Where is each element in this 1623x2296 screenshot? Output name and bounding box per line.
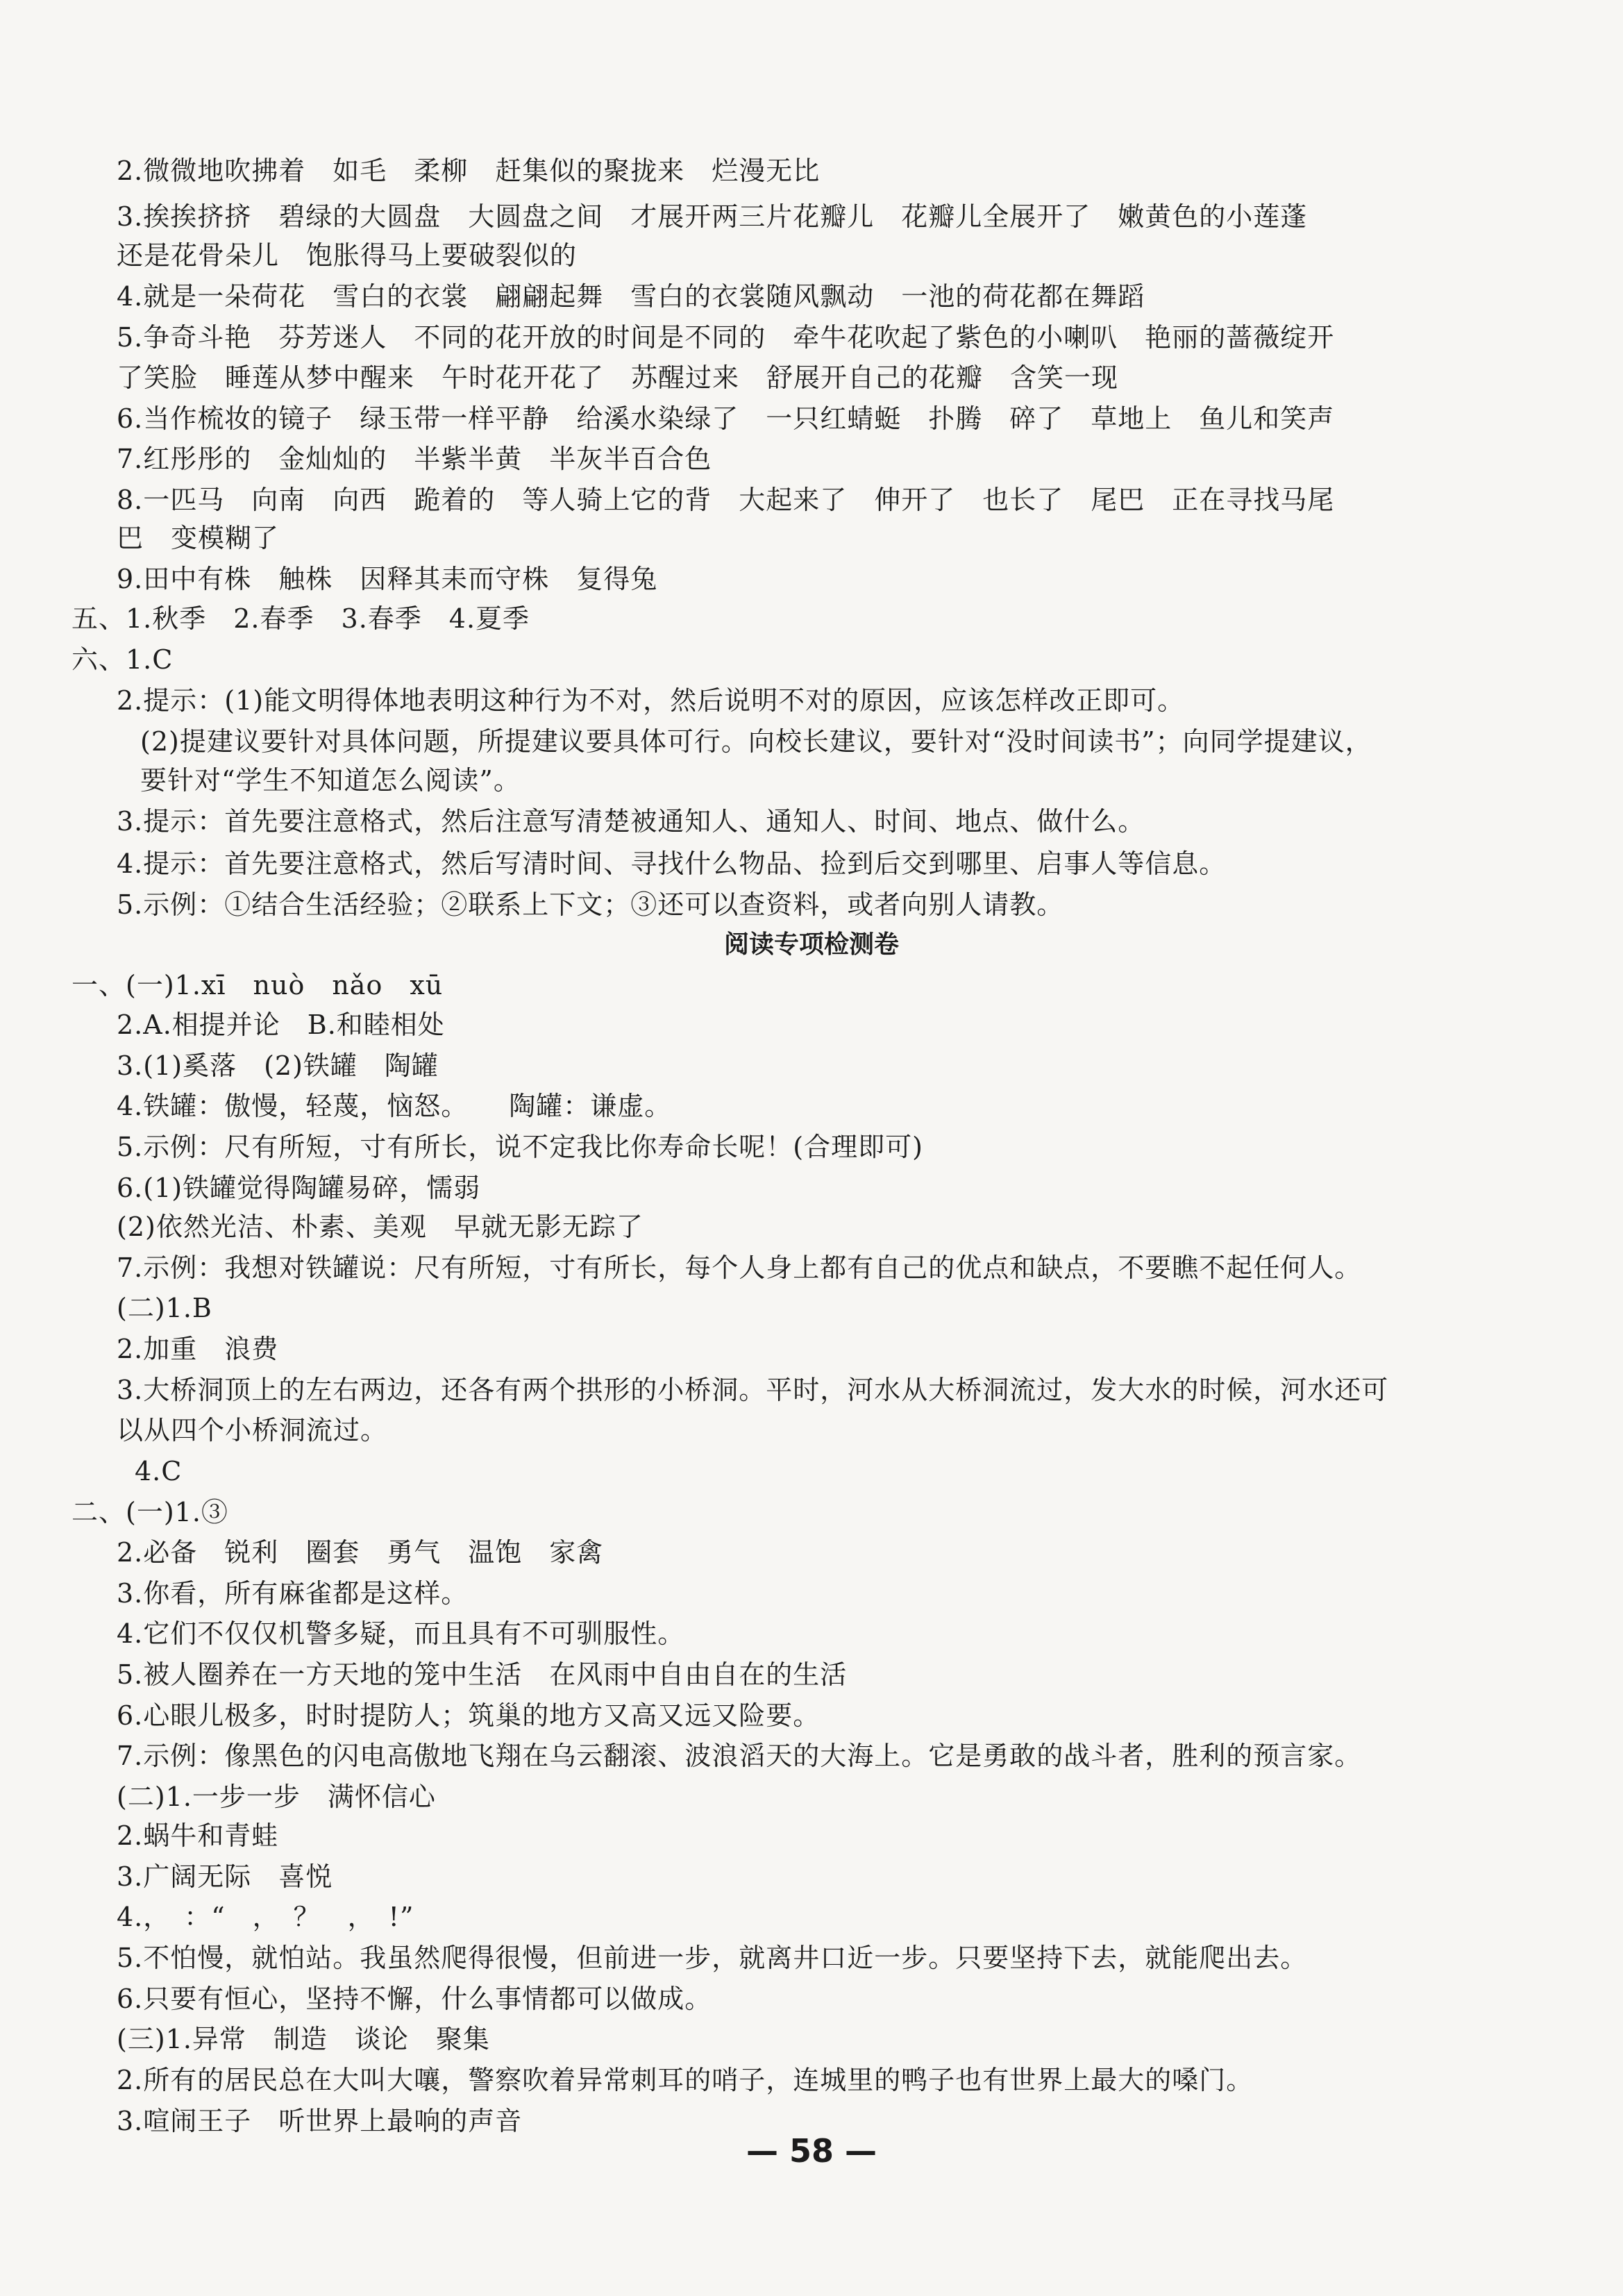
answer-line: 9.田中有株 触株 因释其耒而守株 复得兔 [117, 564, 658, 594]
answer-line: 5.争奇斗艳 芬芳迷人 不同的花开放的时间是不同的 牵牛花吹起了紫色的小喇叭 艳丽的蔷薇绽开 [117, 322, 1335, 353]
answer-line: 4.铁罐：傲慢，轻蔑，恼怒。 陶罐：谦虚。 [117, 1091, 672, 1121]
answer-line: (2)提建议要针对具体问题，所提建议要具体可行。向校长建议，要针对“没时间读书”；向同学提建议， [140, 726, 1372, 757]
answer-line: (二)1.B [117, 1293, 212, 1323]
answer-line: 3.挨挨挤挤 碧绿的大圆盘 大圆盘之间 才展开两三片花瓣儿 花瓣儿全展开了 嫩黄色的小莲蓬 [117, 201, 1308, 232]
answer-line: 7.示例：像黑色的闪电高傲地飞翔在乌云翻滚、波浪滔天的大海上。它是勇敢的战斗者，胜利的预言家。 [117, 1741, 1362, 1771]
page-number: — 58 — [746, 2132, 877, 2170]
answer-line: 6.(1)铁罐觉得陶罐易碎，懦弱 [117, 1173, 481, 1203]
answer-line: 6.当作梳妆的镜子 绿玉带一样平静 给溪水染绿了 一只红蜻蜓 扑腾 碎了 草地上 鱼儿和笑声 [117, 403, 1335, 434]
answer-line: 2.所有的居民总在大叫大嚷，警察吹着异常刺耳的哨子，连城里的鸭子也有世界上最大的嗓门。 [117, 2065, 1254, 2095]
answer-line: 六、1.C [72, 644, 174, 675]
answer-line: 5.示例：尺有所短，寸有所长，说不定我比你寿命长呢！(合理即可) [117, 1132, 923, 1162]
answer-line: 2.必备 锐利 圈套 勇气 温饱 家禽 [117, 1537, 604, 1568]
answer-line: 4.它们不仅仅机警多疑，而且具有不可驯服性。 [117, 1618, 685, 1649]
answer-line: 3.提示：首先要注意格式，然后注意写清楚被通知人、通知人、时间、地点、做什么。 [117, 806, 1145, 837]
answer-line: 2.蜗牛和青蛙 [117, 1820, 279, 1851]
answer-line: 五、1.秋季 2.春季 3.春季 4.夏季 [72, 603, 530, 634]
answer-line: 3.广阔无际 喜悦 [117, 1861, 333, 1892]
answer-line: (三)1.异常 制造 谈论 聚集 [117, 2024, 490, 2054]
answer-line: (二)1.一步一步 满怀信心 [117, 1782, 436, 1812]
answer-line: 还是花骨朵儿 饱胀得马上要破裂似的 [117, 240, 578, 271]
answer-line: (2)依然光洁、朴素、美观 早就无影无踪了 [117, 1212, 644, 1242]
answer-line: 2.提示：(1)能文明得体地表明这种行为不对，然后说明不对的原因，应该怎样改正即可。 [117, 685, 1185, 716]
answer-line: 二、(一)1.③ [72, 1497, 228, 1527]
answer-line: 2.微微地吹拂着 如毛 柔柳 赶集似的聚拢来 烂漫无比 [117, 156, 821, 186]
answer-line: 以从四个小桥洞流过。 [117, 1415, 388, 1446]
answer-line: 5.不怕慢，就怕站。我虽然爬得很慢，但前进一步，就离井口近一步。只要坚持下去，就能爬出去。 [117, 1943, 1308, 1973]
answer-line: 2.加重 浪费 [117, 1334, 279, 1364]
answer-line: 3.(1)奚落 (2)铁罐 陶罐 [117, 1050, 439, 1081]
answer-line: 2.A.相提并论 B.和睦相处 [117, 1009, 445, 1040]
answer-line: 3.大桥洞顶上的左右两边，还各有两个拱形的小桥洞。平时，河水从大桥洞流过，发大水的时候，河水还可 [117, 1375, 1389, 1405]
answer-line: 6.只要有恒心，坚持不懈，什么事情都可以做成。 [117, 1984, 712, 2014]
answer-line: 3.你看，所有麻雀都是这样。 [117, 1578, 469, 1609]
answer-line: 7.示例：我想对铁罐说：尺有所短，寸有所长，每个人身上都有自己的优点和缺点，不要瞧不起任何人。 [117, 1252, 1362, 1283]
answer-line: 4.， ：“ ， ？ ， !” [117, 1902, 414, 1932]
answer-line: 5.被人圈养在一方天地的笼中生活 在风雨中自由自在的生活 [117, 1659, 848, 1690]
answer-line: 6.心眼儿极多，时时提防人；筑巢的地方又高又远又险要。 [117, 1700, 821, 1731]
answer-line: 5.示例：①结合生活经验；②联系上下文；③还可以查资料，或者向别人请教。 [117, 889, 1064, 920]
section-title: 阅读专项检测卷 [723, 930, 899, 959]
answer-line: 一、(一)1.xī nuò nǎo xū [72, 970, 444, 1000]
answer-line: 要针对“学生不知道怎么阅读”。 [140, 765, 521, 796]
answer-line: 4.提示：首先要注意格式，然后写清时间、寻找什么物品、捡到后交到哪里、启事人等信息。 [117, 848, 1227, 879]
answer-line: 7.红彤彤的 金灿灿的 半紫半黄 半灰半百合色 [117, 444, 712, 474]
answer-line: 4.就是一朵荷花 雪白的衣裳 翩翩起舞 雪白的衣裳随风飘动 一池的荷花都在舞蹈 [117, 281, 1145, 312]
answer-line: 3.喧闹王子 听世界上最响的声音 [117, 2106, 523, 2136]
answer-line: 4.C [135, 1456, 183, 1486]
answer-line: 巴 变模糊了 [117, 523, 280, 553]
answer-line: 8.一匹马 向南 向西 跪着的 等人骑上它的背 大起来了 伸开了 也长了 尾巴 正在寻找马尾 [117, 485, 1335, 515]
answer-line: 了笑脸 睡莲从梦中醒来 午时花开花了 苏醒过来 舒展开自己的花瓣 含笑一现 [117, 362, 1119, 393]
